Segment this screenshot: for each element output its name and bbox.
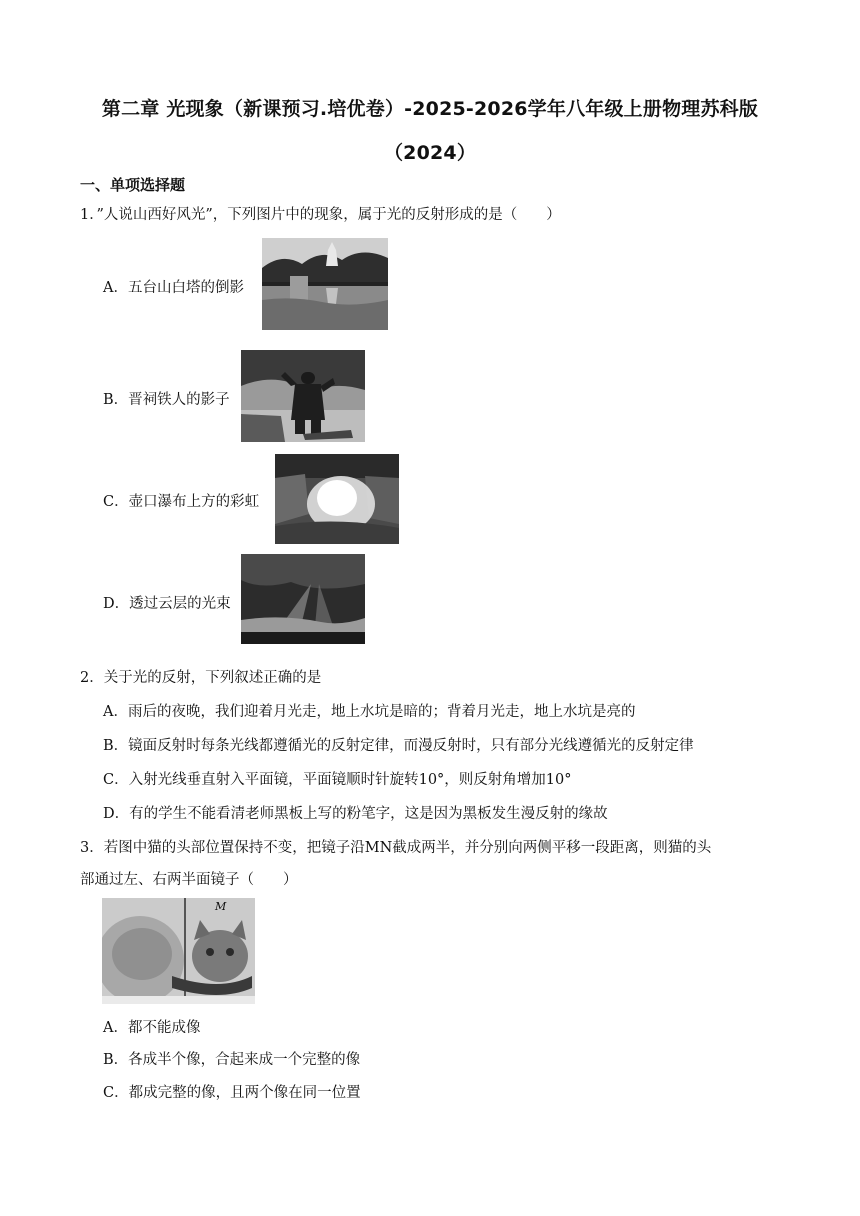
question-2-option-b: B．镜面反射时每条光线都遵循光的反射定律，而漫反射时，只有部分光线遵循光的反射定律 — [103, 738, 694, 754]
question-1-option-a: A．五台山白塔的倒影 — [103, 280, 244, 296]
page-title: 第二章 光现象（新课预习.培优卷）-2025-2026学年八年级上册物理苏科版 — [101, 98, 759, 120]
light-beams-clouds-photo — [241, 554, 365, 644]
question-3-option-b: B．各成半个像，合起来成一个完整的像 — [103, 1052, 361, 1068]
question-3-option-a: A．都不能成像 — [103, 1020, 201, 1036]
question-2-stem: 2．关于光的反射，下列叙述正确的是 — [80, 670, 322, 686]
question-2-option-c: C．入射光线垂直射入平面镜，平面镜顺时针旋转10°，则反射角增加10° — [103, 772, 572, 788]
question-1-option-c: C．壶口瀑布上方的彩虹 — [103, 494, 260, 510]
question-3-stem-line1: 3．若图中猫的头部位置保持不变，把镜子沿MN截成两半，并分别向两侧平移一段距离，则猫的头 — [80, 840, 712, 856]
page-title-year: （2024） — [383, 142, 477, 164]
cat-mirror-photo — [102, 898, 255, 1004]
question-2-option-a: A．雨后的夜晚，我们迎着月光走，地上水坑是暗的；背着月光走，地上水坑是亮的 — [103, 704, 636, 720]
question-1-option-b: B．晋祠铁人的影子 — [103, 392, 230, 408]
question-2-option-d: D．有的学生不能看清老师黑板上写的粉笔字，这是因为黑板发生漫反射的缘故 — [103, 806, 608, 822]
iron-statue-shadow-photo — [241, 350, 365, 442]
mirror-label-m: M — [215, 900, 227, 913]
question-1-option-d: D．透过云层的光束 — [103, 596, 231, 612]
question-3-option-c: C．都成完整的像，且两个像在同一位置 — [103, 1085, 361, 1101]
question-3-stem-line2: 部通过左、右两半面镜子（ ） — [80, 872, 298, 888]
section-heading: 一、单项选择题 — [80, 176, 186, 194]
white-pagoda-reflection-photo — [262, 238, 388, 330]
question-1-stem: 1．”人说山西好风光”，下列图片中的现象，属于光的反射形成的是（ ） — [80, 207, 561, 223]
waterfall-rainbow-photo — [275, 454, 399, 544]
